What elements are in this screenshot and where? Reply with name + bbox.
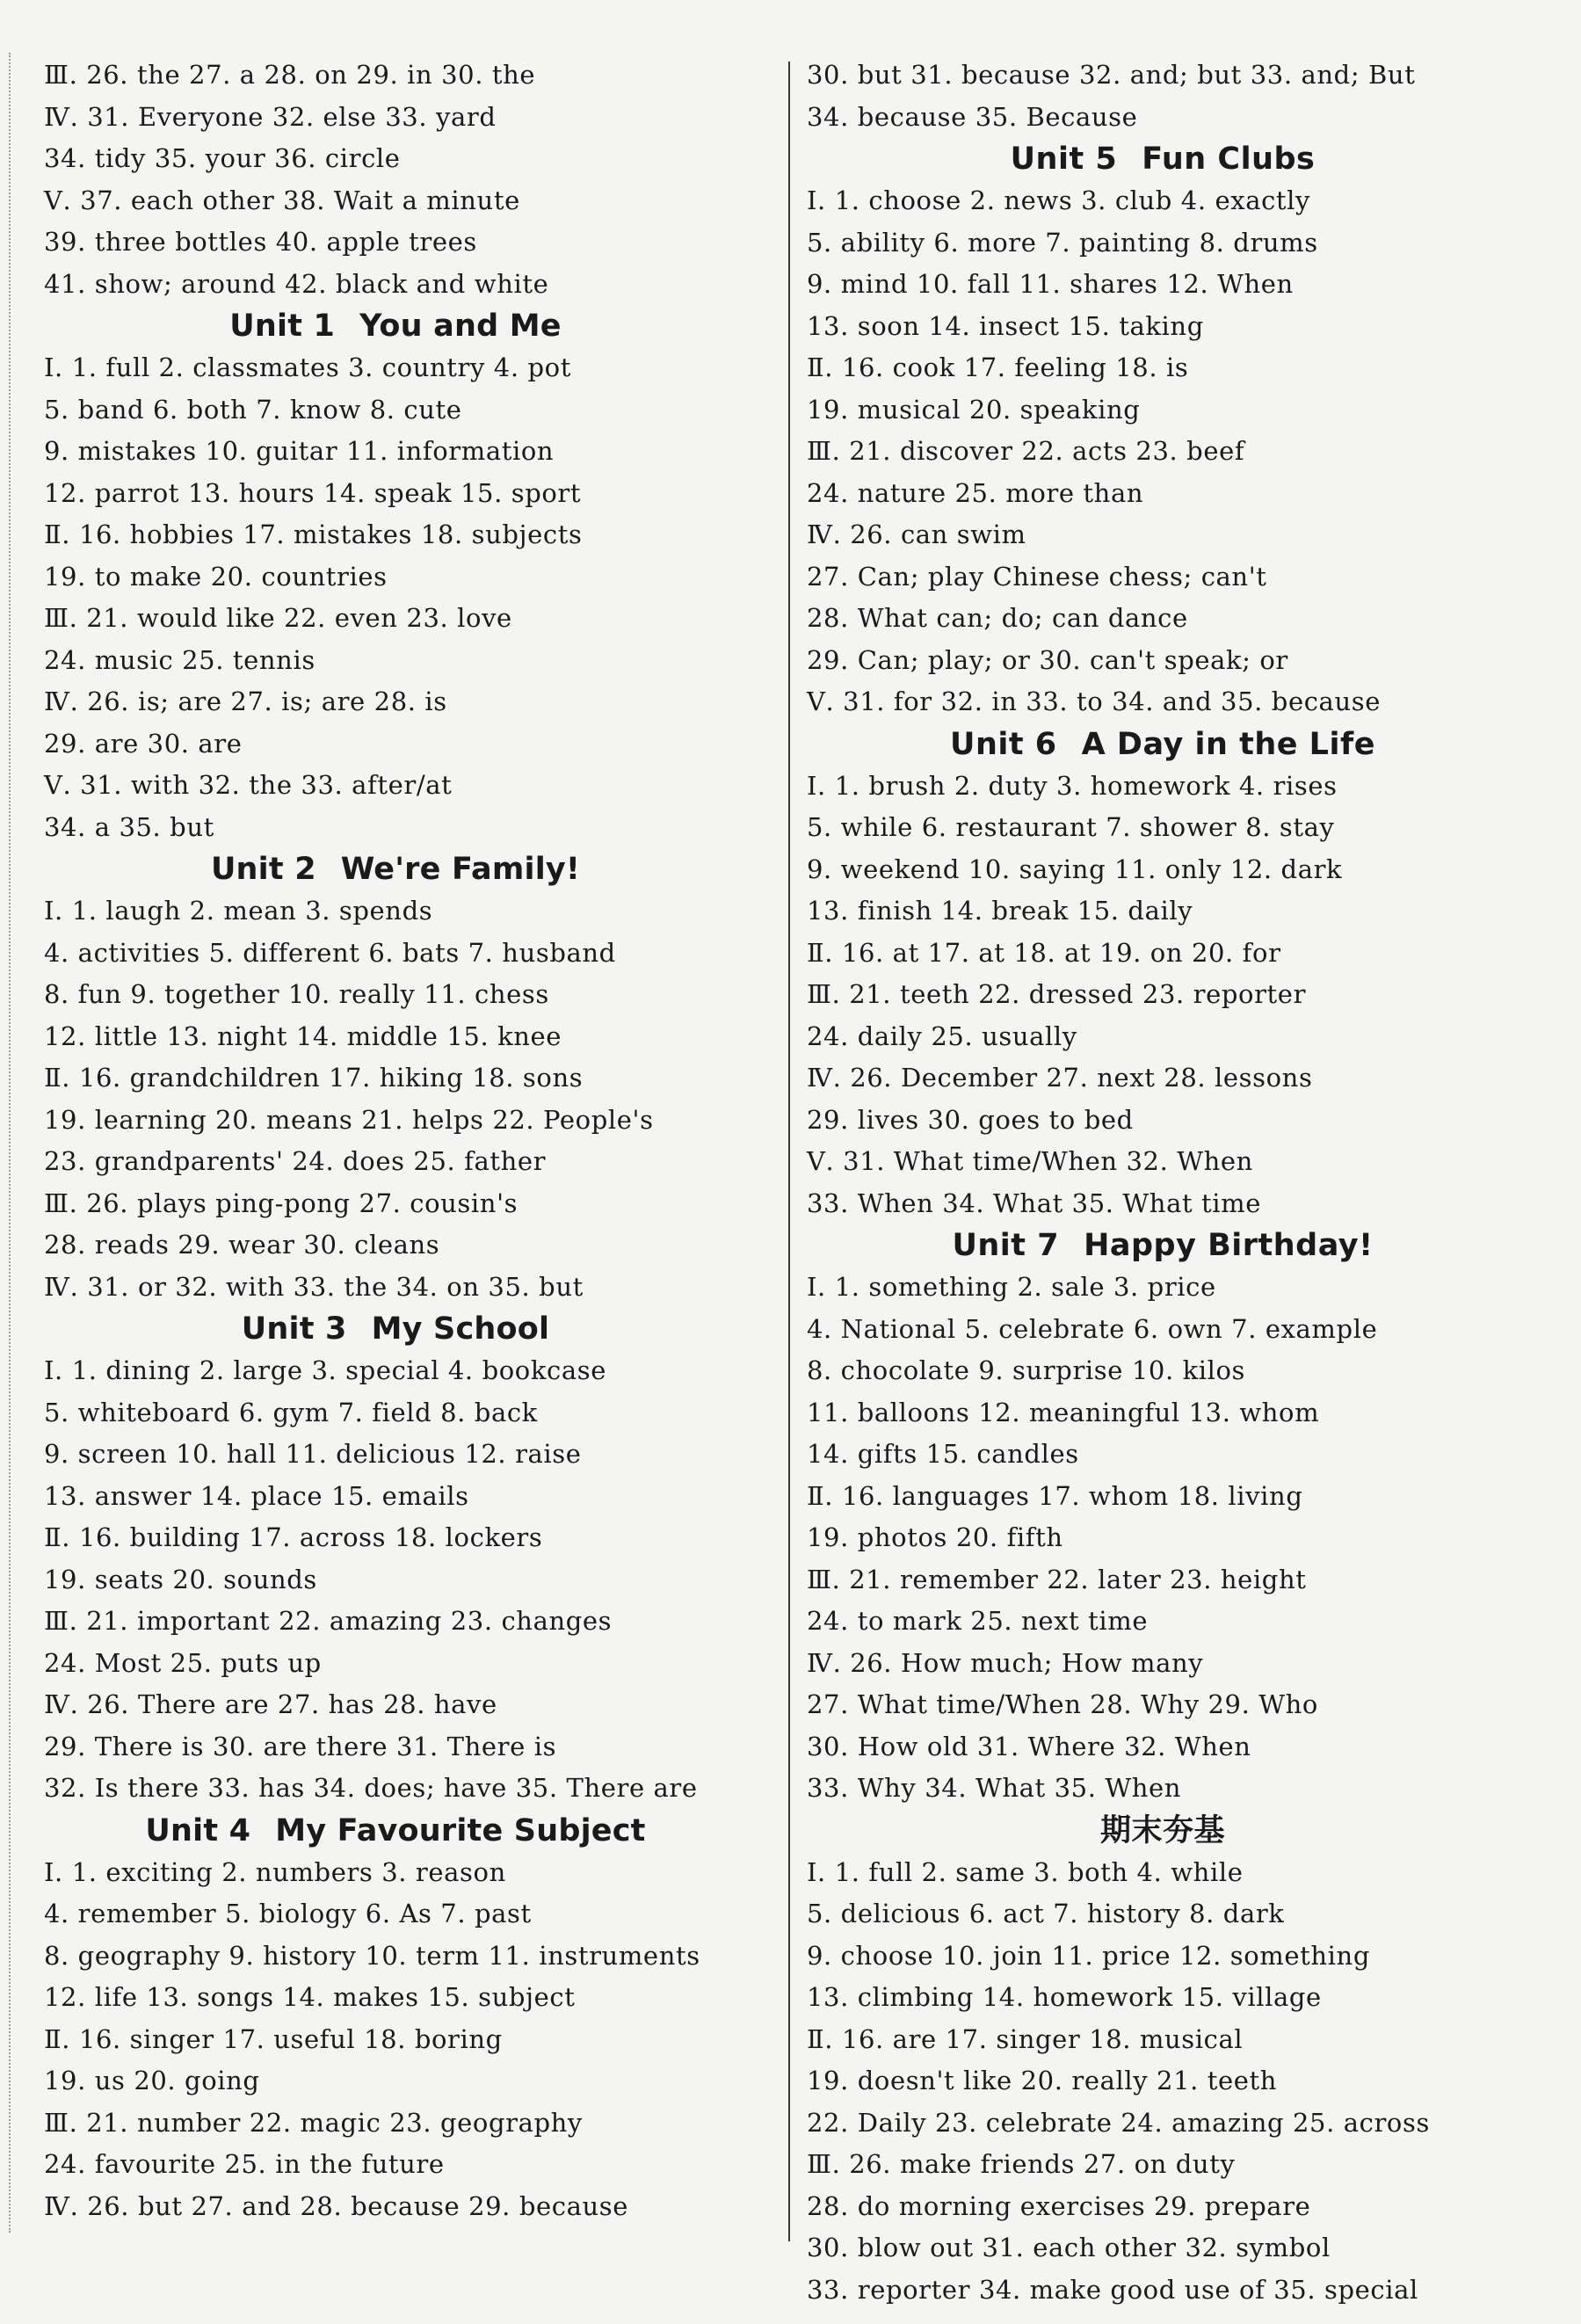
answer-line: Ⅲ. 26. the 27. a 28. on 29. in 30. the — [44, 60, 536, 90]
answer-line: 8. geography 9. history 10. term 11. instruments — [44, 1940, 700, 1971]
answer-line: 28. reads 29. wear 30. cleans — [44, 1230, 440, 1260]
answer-line: 33. Why 34. What 35. When — [807, 1773, 1182, 1803]
unit-title: My Favourite Subject — [275, 1812, 646, 1848]
answer-line: 34. because 35. Because — [807, 101, 1138, 132]
answer-line: 5. delicious 6. act 7. history 8. dark — [807, 1899, 1285, 1928]
answer-line: 9. mistakes 10. guitar 11. information — [44, 436, 555, 466]
unit-number: Unit 2 — [210, 852, 316, 887]
answer-line: 19. photos 20. fifth — [807, 1522, 1063, 1552]
answer-line: 13. soon 14. insect 15. taking — [807, 310, 1204, 341]
answer-line: 9. weekend 10. saying 11. only 12. dark — [807, 853, 1343, 884]
unit-heading — [807, 723, 1519, 766]
answer-line: 29. lives 30. goes to bed — [807, 1104, 1134, 1135]
answer-line: Ⅳ. 26. is; are 27. is; are 28. is — [44, 686, 447, 716]
answer-line: Ⅴ. 31. with 32. the 33. after/at — [44, 770, 453, 800]
answer-line: Ⅲ. 21. important 22. amazing 23. changes — [44, 1606, 613, 1636]
answer-line: 8. fun 9. together 10. really 11. chess — [44, 979, 549, 1009]
answer-line: Ⅴ. 37. each other 38. Wait a minute — [44, 185, 520, 215]
answer-line: 19. learning 20. means 21. helps 22. People's — [44, 1104, 654, 1135]
answer-line: 4. National 5. celebrate 6. own 7. example — [807, 1313, 1378, 1344]
answer-line: 5. whiteboard 6. gym 7. field 8. back — [44, 1397, 538, 1427]
answer-line: 29. There is 30. are there 31. There is — [44, 1731, 557, 1761]
unit-number: Unit 1 — [229, 309, 336, 344]
answer-line: 14. gifts 15. candles — [807, 1439, 1079, 1469]
answer-line: Ⅰ. 1. brush 2. duty 3. homework 4. rises — [807, 770, 1338, 801]
unit-number: Unit 7 — [952, 1228, 1060, 1263]
answer-line: 29. Can; play; or 30. can't speak; or — [807, 644, 1288, 675]
answer-line: Ⅴ. 31. What time/When 32. When — [807, 1146, 1253, 1176]
answer-line: 12. parrot 13. hours 14. speak 15. sport — [44, 477, 582, 508]
unit-title: 期末夯基 — [1099, 1812, 1225, 1848]
answer-line: 9. screen 10. hall 11. delicious 12. raise — [44, 1439, 582, 1469]
answer-line: 9. mind 10. fall 11. shares 12. When — [807, 269, 1294, 299]
unit-heading — [44, 305, 747, 347]
answer-line: 30. How old 31. Where 32. When — [807, 1731, 1251, 1761]
answer-line: Ⅲ. 21. remember 22. later 23. height — [807, 1564, 1307, 1594]
unit-title: A Day in the Life — [1081, 726, 1375, 762]
answer-line: 27. What time/When 28. Why 29. Who — [807, 1689, 1318, 1719]
answer-line: 32. Is there 33. has 34. does; have 35. There are — [44, 1773, 698, 1803]
unit-number: Unit 5 — [1010, 142, 1118, 177]
answer-line: 11. balloons 12. meaningful 13. whom — [807, 1397, 1320, 1427]
answer-line: Ⅳ. 26. December 27. next 28. lessons — [807, 1063, 1313, 1093]
answer-line: 5. ability 6. more 7. painting 8. drums — [807, 227, 1318, 258]
answer-line: 4. remember 5. biology 6. As 7. past — [44, 1899, 532, 1928]
answer-line: 12. little 13. night 14. middle 15. knee — [44, 1020, 562, 1051]
answer-line: 34. a 35. but — [44, 811, 214, 842]
answer-line: 41. show; around 42. black and white — [44, 268, 549, 299]
answer-line: Ⅱ. 16. are 17. singer 18. musical — [807, 2023, 1244, 2054]
left-column — [44, 54, 747, 2227]
answer-line: Ⅴ. 31. for 32. in 33. to 34. and 35. because — [807, 686, 1381, 716]
answer-line: Ⅲ. 26. plays ping-pong 27. cousin's — [44, 1187, 519, 1218]
answer-line: Ⅳ. 26. but 27. and 28. because 29. because — [44, 2190, 628, 2221]
answer-line: 5. while 6. restaurant 7. shower 8. stay — [807, 812, 1335, 842]
answer-line: 24. to mark 25. next time — [807, 1606, 1149, 1636]
answer-line: Ⅲ. 21. discover 22. acts 23. beef — [807, 436, 1245, 466]
right-column — [807, 54, 1519, 2311]
answer-line: 39. three bottles 40. apple trees — [44, 227, 477, 257]
answer-line: 28. What can; do; can dance — [807, 603, 1188, 633]
answer-line: 23. grandparents' 24. does 25. father — [44, 1146, 547, 1176]
answer-line: 24. daily 25. usually — [807, 1020, 1077, 1051]
answer-line: Ⅱ. 16. hobbies 17. mistakes 18. subjects — [44, 519, 583, 549]
unit-number: Unit 4 — [145, 1812, 251, 1848]
answer-line: Ⅱ. 16. at 17. at 18. at 19. on 20. for — [807, 937, 1281, 968]
unit-heading — [44, 848, 747, 890]
answer-line: Ⅱ. 16. languages 17. whom 18. living — [807, 1480, 1303, 1511]
answer-line: Ⅳ. 26. How much; How many — [807, 1647, 1204, 1678]
answer-line: 13. climbing 14. homework 15. village — [807, 1982, 1322, 2012]
answer-line: Ⅲ. 21. would like 22. even 23. love — [44, 603, 512, 633]
answer-line: Ⅰ. 1. full 2. same 3. both 4. while — [807, 1856, 1244, 1887]
answer-line: Ⅰ. 1. laugh 2. mean 3. spends — [44, 896, 433, 926]
unit-heading — [44, 1308, 747, 1350]
unit-title: Fun Clubs — [1142, 142, 1316, 177]
answer-line: 24. favourite 25. in the future — [44, 2149, 445, 2179]
column-divider — [788, 62, 790, 2241]
answer-line: 19. us 20. going — [44, 2066, 260, 2095]
answer-line: 9. choose 10. join 11. price 12. something — [807, 1940, 1370, 1971]
answer-line: Ⅲ. 21. number 22. magic 23. geography — [44, 2107, 583, 2138]
answer-line: 13. finish 14. break 15. daily — [807, 896, 1193, 926]
unit-heading — [807, 138, 1519, 180]
answer-line: 34. tidy 35. your 36. circle — [44, 143, 401, 173]
page-edge — [9, 53, 12, 2233]
answer-line: Ⅳ. 26. can swim — [807, 519, 1026, 549]
answer-line: Ⅳ. 26. There are 27. has 28. have — [44, 1689, 497, 1719]
answer-line: Ⅰ. 1. choose 2. news 3. club 4. exactly — [807, 185, 1311, 215]
answer-line: 19. doesn't like 20. really 21. teeth — [807, 2066, 1278, 2095]
unit-title: We're Family! — [340, 852, 581, 887]
unit-heading — [807, 1224, 1519, 1267]
answer-line: 33. When 34. What 35. What time — [807, 1187, 1262, 1218]
answer-line: Ⅳ. 31. Everyone 32. else 33. yard — [44, 101, 497, 132]
answer-line: Ⅱ. 16. cook 17. feeling 18. is — [807, 352, 1189, 382]
answer-line: 8. chocolate 9. surprise 10. kilos — [807, 1355, 1246, 1385]
answer-line: Ⅳ. 31. or 32. with 33. the 34. on 35. but — [44, 1271, 584, 1302]
answer-line: 13. answer 14. place 15. emails — [44, 1480, 469, 1511]
answer-line: Ⅰ. 1. exciting 2. numbers 3. reason — [44, 1856, 506, 1887]
answer-line: Ⅲ. 21. teeth 22. dressed 23. reporter — [807, 979, 1307, 1009]
unit-heading — [44, 1810, 747, 1852]
answer-line: Ⅲ. 26. make friends 27. on duty — [807, 2149, 1236, 2179]
answer-line: 30. but 31. because 32. and; but 33. and; But — [807, 60, 1416, 90]
answer-line: Ⅱ. 16. grandchildren 17. hiking 18. sons — [44, 1063, 584, 1093]
answer-line: 28. do morning exercises 29. prepare — [807, 2190, 1311, 2221]
unit-number: Unit 6 — [950, 726, 1057, 762]
answer-line: 24. music 25. tennis — [44, 644, 315, 675]
answer-line: Ⅱ. 16. singer 17. useful 18. boring — [44, 2023, 503, 2054]
answer-line: 29. are 30. are — [44, 728, 243, 759]
answer-line: 30. blow out 31. each other 32. symbol — [807, 2233, 1331, 2262]
answer-line: Ⅱ. 16. building 17. across 18. lockers — [44, 1522, 543, 1552]
answer-line: Ⅰ. 1. dining 2. large 3. special 4. bookcase — [44, 1355, 607, 1385]
answer-line: 27. Can; play Chinese chess; can't — [807, 561, 1267, 592]
unit-heading — [807, 1810, 1519, 1852]
answer-line: 4. activities 5. different 6. bats 7. husband — [44, 937, 616, 968]
answer-line: 19. seats 20. sounds — [44, 1564, 317, 1594]
answer-line: Ⅰ. 1. something 2. sale 3. price — [807, 1272, 1216, 1302]
answer-line: 5. band 6. both 7. know 8. cute — [44, 394, 462, 425]
unit-title: You and Me — [359, 309, 562, 344]
answer-line: 22. Daily 23. celebrate 24. amazing 25. across — [807, 2107, 1430, 2138]
unit-title: My School — [371, 1311, 550, 1347]
answer-line: 19. to make 20. countries — [44, 561, 388, 592]
answer-line: Ⅰ. 1. full 2. classmates 3. country 4. pot — [44, 352, 571, 382]
unit-title: Happy Birthday! — [1084, 1228, 1374, 1263]
unit-number: Unit 3 — [241, 1311, 347, 1347]
answer-line: 24. nature 25. more than — [807, 477, 1144, 508]
answer-line: 12. life 13. songs 14. makes 15. subject — [44, 1982, 576, 2012]
answer-line: 33. reporter 34. make good use of 35. special — [807, 2274, 1418, 2305]
answer-line: 19. musical 20. speaking — [807, 394, 1141, 425]
answer-line: 24. Most 25. puts up — [44, 1647, 322, 1678]
